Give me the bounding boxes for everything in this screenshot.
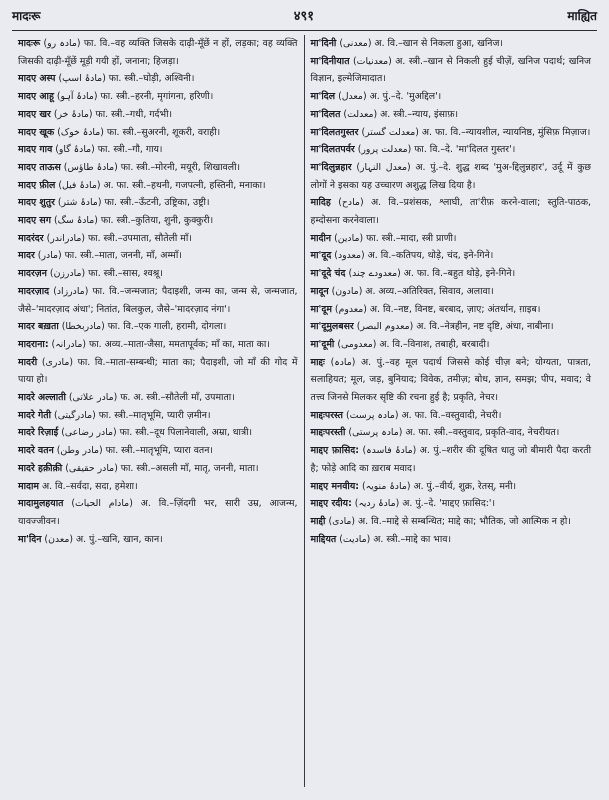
headword: मादरज़न xyxy=(18,268,47,280)
dictionary-entry xyxy=(18,478,298,496)
dictionary-entry xyxy=(18,389,298,407)
headword: माद्दियत xyxy=(310,533,337,545)
right-column xyxy=(305,35,598,787)
headword: मादरे वतन xyxy=(18,445,54,457)
headword: मा'दूद xyxy=(310,250,332,262)
left-column xyxy=(12,35,305,787)
page-header xyxy=(12,6,597,28)
right-guide-word: माह्यित xyxy=(567,9,597,23)
entry-definition: (مادراندر) फा. स्त्री.–उपमाता, सौतेली माँ। xyxy=(46,232,192,244)
entry-definition: (مادہ پرستی) अ. फा. स्त्री.–वस्तुवाद, प्रकृति-वाद, नेचरीयत। xyxy=(348,427,560,439)
entry-definition: (مادۂ طاؤس) फा. स्त्री.–मोरनी, मयूरी, शिखावली। xyxy=(63,161,241,173)
headword: मादाम xyxy=(18,480,39,492)
dictionary-entry xyxy=(311,442,592,477)
entry-definition: (مادین) फा. स्त्री.–मादा, स्त्री प्राणी। xyxy=(334,232,457,244)
headword: माद्दए रदीय: xyxy=(310,498,352,510)
dictionary-entry xyxy=(18,247,298,265)
dictionary-entry xyxy=(311,247,592,265)
entry-definition: (معدود) अ. वि.–कतिपय, थोड़े, चंद, इने-गिने। xyxy=(334,250,494,262)
headword: मा'दिल xyxy=(310,91,336,103)
dictionary-entry xyxy=(18,424,298,442)
dictionary-entry xyxy=(18,531,298,549)
headword: मादामुलहयात xyxy=(18,498,64,510)
headword: माद्दी xyxy=(310,515,326,527)
entry-definition: (مادر حقیقی) फा. स्त्री.–असली माँ, मातृ, जननी, माता। xyxy=(65,462,259,474)
entry-definition: (مادری) फा. वि.–माता-सम्बन्धी; माता का; पैदाइशी, जो माँ की गोद में पाया हो। xyxy=(18,356,298,386)
entry-definition: (مادۂ سگ) फा. स्त्री.–कुतिया, शुनी, कुक्कुरी। xyxy=(53,215,214,227)
dictionary-entry xyxy=(18,265,298,283)
headword: माद्दः xyxy=(310,356,325,368)
dictionary-entry xyxy=(18,159,298,177)
entry-definition: (مادۂ گاو) फा. स्त्री.–गौ, गाय। xyxy=(55,144,163,156)
dictionary-entry xyxy=(311,478,592,496)
entry-definition: (مادون) अ. अव्य.–अतिरिक्त, सिवाव, अलावा। xyxy=(331,285,494,297)
dictionary-entry xyxy=(311,513,592,531)
dictionary-entry xyxy=(311,106,592,124)
entry-definition: अ. वि.–सर्वदा, सदा, हमेशा। xyxy=(41,480,138,492)
entry-definition: (مادیت) अ. स्त्री.–माद्दे का भाव। xyxy=(339,533,451,545)
entry-definition: (مادہ) अ. पुं.–वह मूल पदार्थ जिससे कोई चीज़ बने; योग्यता, पात्रता, सलाहियत; मूल, जड़, बुनियाद; विवेक, तमीज़; बोध, ज्ञान, समझ; पीप, मवाद; वे तत्त्व जिनसे मिलकर सृष्टि की रचना हुई है; प्रकृति, नेचर। xyxy=(310,356,591,404)
entry-definition: (مادۂ خر) फा. स्त्री.–गधी, गर्दभी। xyxy=(53,108,173,120)
dictionary-entry xyxy=(18,230,298,248)
dictionary-entry xyxy=(311,354,592,407)
entry-definition: (معدلت پرور) फा. वि.–दे. 'मा'दिलत गुस्तर'। xyxy=(357,144,516,156)
entry-definition: (مادر) फा. स्त्री.–माता, जननी, माँ, अम्माँ। xyxy=(37,250,182,262)
headword: मा'दिलतपर्वर xyxy=(310,144,355,156)
dictionary-entry xyxy=(311,407,592,425)
entry-definition: (مادرانہ) फा. अव्य.–माता-जैसा, ममतापूर्वक; माँ का, माता का। xyxy=(51,338,270,350)
headword: मा'दिन xyxy=(18,533,42,545)
entry-definition: (مادر علاتی) फ. अ. स्त्री.–सौतेली माँ, उपमाता। xyxy=(68,392,235,404)
entry-definition: (معدلت) अ. स्त्री.–न्याय, इंसाफ़। xyxy=(343,108,459,120)
headword: मादए अस्प xyxy=(18,73,56,85)
entry-definition: (مادۂ اسپ) फा. स्त्री.–घोड़ी, अश्विनी। xyxy=(58,73,195,85)
entry-definition: (مادی) अ. वि.–माद्दे से सम्बन्धित; माद्दे का; भौतिक, जो आत्मिक न हो। xyxy=(328,515,571,527)
entry-definition: (معدنیات) अ. स्त्री.–खान से निकली हुई चीज़ें, खनिज पदार्थ; खनिज विज्ञान, इल्मेजिमादात। xyxy=(310,55,591,85)
headword: मादर xyxy=(18,250,35,262)
dictionary-entry xyxy=(18,318,298,336)
dictionary-entry xyxy=(311,318,592,336)
dictionary-entry xyxy=(18,177,298,195)
headword: मादरज़ाद xyxy=(18,285,50,297)
dictionary-entry xyxy=(311,301,592,319)
entry-definition: (معدل النہار) अ. पुं.–दे. शुद्ध शब्द 'मुअ-द्दिलुन्नहार', उर्दू में कुछ लोगों ने इसका यह उच्चारण अशुद्ध लिख दिया है। xyxy=(310,161,591,191)
headword: माद्दःपरस्त xyxy=(310,409,344,421)
headword: माद्दःपरस्ती xyxy=(310,427,346,439)
headword: मा'दिनीयात xyxy=(310,55,350,67)
entry-definition: (معدل) अ. पुं.–दे. 'मुअद्दिल'। xyxy=(338,91,442,103)
dictionary-entry xyxy=(18,106,298,124)
dictionary-entry xyxy=(311,88,592,106)
headword: मादरे गेती xyxy=(18,409,52,421)
dictionary-entry xyxy=(311,230,592,248)
entry-definition: (مادۂ شتر) फा. स्त्री.–ऊँटनी, उष्ट्रिका, उष्ट्री। xyxy=(57,197,210,209)
dictionary-entry xyxy=(311,336,592,354)
dictionary-entry xyxy=(18,460,298,478)
dictionary-entry xyxy=(311,194,592,229)
headword: मादरंदर xyxy=(18,232,44,244)
entry-definition: (مادرزاد) फा. वि.–जन्मजात; पैदाइशी, जन्म का, जन्म से, जन्मजात, जैसे–'मादरज़ाद अंधा'; नितांत, बिलकुल, जैसे–'मादरज़ाद नंगा'। xyxy=(18,285,298,315)
dictionary-entry xyxy=(311,159,592,194)
dictionary-entry xyxy=(18,194,298,212)
headword: मा'दिलत xyxy=(310,108,341,120)
page-number: ४९१ xyxy=(293,9,314,24)
headword: मादरे रिज़ाई xyxy=(18,427,59,439)
entry-definition: (معدنی) अ. वि.–खान से निकला हुआ, खनिज। xyxy=(339,38,503,49)
headword: मादए ताऊस xyxy=(18,161,61,173)
entry-definition: (معدوم البصر) अ. वि.–नेत्रहीन, नष्ट दृष्टि, अंधा, नाबीना। xyxy=(356,321,554,333)
entry-definition: (مادر وطن) फा. स्त्री.–मातृभूमि, प्यारा वतन। xyxy=(56,445,213,457)
headword: मादिह xyxy=(310,197,331,209)
dictionary-entry xyxy=(18,354,298,389)
dictionary-entry xyxy=(311,265,592,283)
dictionary-entry xyxy=(311,53,592,88)
dictionary-entry xyxy=(18,407,298,425)
header-rule xyxy=(12,30,597,31)
entry-definition: (معدن) अ. पुं.–खनि, खान, कान। xyxy=(44,533,163,545)
entry-definition: (مادۂ ردیہ) अ. पुं.–दे. 'माद्दए फ़ासिद:'। xyxy=(354,498,496,510)
headword: मादरे हक़ीक़ी xyxy=(18,462,63,474)
headword: मा'दूमुलबसर xyxy=(310,321,354,333)
dictionary-entry xyxy=(311,35,592,53)
headword: मादर बख़ता xyxy=(18,321,59,333)
dictionary-entry xyxy=(311,141,592,159)
headword: मा'दिलतगुस्तर xyxy=(310,126,359,138)
entry-definition: (مادربخطا) फा. वि.–एक गाली, हरामी, दोगला। xyxy=(61,321,227,333)
headword: मादए सग xyxy=(18,215,51,227)
entry-definition: (معدوم) अ. वि.–नष्ट, विनष्ट, बरबाद, ज़ाए; अंतर्धान, ग़ाइब। xyxy=(334,303,541,315)
dictionary-entry xyxy=(311,283,592,301)
dictionary-entry xyxy=(18,141,298,159)
entry-definition: (معدلت گستر) अ. फा. वि.–न्यायशील, न्यायनिष्ठ, मुंसिफ़ मिज़ाज। xyxy=(361,126,591,138)
entry-definition: (مادہ رو) फा. वि.–वह व्यक्ति जिसके दाढ़ी-मूँछें न हों, लड़का; वह व्यक्ति जिसकी दाढ़ी-मूँछें मूड़ी गयी हों, जनाना; हिजड़ा। xyxy=(18,38,298,67)
dictionary-entry xyxy=(311,424,592,442)
entry-definition: (مادح) अ. वि.–प्रशंसक, श्लाघी, ता'रीफ़ करने-वाला; स्तुति-पाठक, हम्दोसना करनेवाला। xyxy=(310,197,591,227)
headword: मा'दूमी xyxy=(310,338,335,350)
entry-definition: (مادرزن) फा. स्त्री.–सास, श्वश्रू। xyxy=(49,268,163,280)
dictionary-entry xyxy=(311,124,592,142)
headword: मादए गाव xyxy=(18,144,53,156)
entry-definition: (مادام الحیات) अ. वि.–ज़िंदगी भर, सारी उम्र, आजन्म, यावज्जीवन। xyxy=(18,498,298,527)
entry-definition: (مادۂ خوک) फा. स्त्री.–सुअरनी, शूकरी, वराही। xyxy=(57,126,221,138)
headword: मादए खर xyxy=(18,108,51,120)
dictionary-entry xyxy=(18,495,298,530)
headword: मा'दिनी xyxy=(310,38,337,49)
left-guide-word: मादःरू xyxy=(12,9,41,23)
headword: मादीन xyxy=(310,232,332,244)
headword: माद्दए फ़ासिद: xyxy=(310,445,360,457)
headword: मादःरू xyxy=(18,38,41,49)
dictionary-entry xyxy=(18,124,298,142)
dictionary-entry xyxy=(18,336,298,354)
entry-definition: (مادہ پرست) अ. फा. वि.–वस्तुवादी, नेचरी। xyxy=(346,409,502,421)
dictionary-entry xyxy=(311,495,592,513)
dictionary-entry xyxy=(18,442,298,460)
headword: माद्दए मनवीय: xyxy=(310,480,359,492)
entry-definition: (مادۂ آہو) फा. स्त्री.–हरनी, मृगांगना, हरिणी। xyxy=(56,91,214,103)
dictionary-entry xyxy=(18,283,298,318)
headword: मादराना: xyxy=(18,338,49,350)
headword: मा'दूदे चंद xyxy=(310,268,346,280)
headword: मादए आहू xyxy=(18,91,54,103)
dictionary-entry xyxy=(18,212,298,230)
dictionary-entry xyxy=(18,88,298,106)
entry-definition: (مادۂ منویہ) अ. पुं.–वीर्य, शुक्र, रेतस्, मनी। xyxy=(361,480,517,492)
entry-definition: (مادرگیتی) फा. स्त्री.–मातृभूमि, प्यारी ज़मीन। xyxy=(54,409,211,421)
headword: मा'दूम xyxy=(310,303,332,315)
dictionary-entry xyxy=(18,35,298,70)
headword: मादए खूक xyxy=(18,126,55,138)
dictionary-entry xyxy=(18,70,298,88)
headword: मादरी xyxy=(18,356,38,368)
headword: मादए शुतुर xyxy=(18,197,55,209)
entry-definition: (مادر رضاعی) फा. स्त्री.–दूध पिलानेवाली, अम्रा, धात्री। xyxy=(61,427,253,439)
entry-definition: (مادۂ فیل) अ. फा. स्त्री.–हथनी, गजपत्नी, हस्तिनी, मनाका। xyxy=(58,179,266,191)
headword: मादून xyxy=(310,285,329,297)
entry-definition: (مادۂ فاسدہ) अ. पुं.–शरीर की दूषित धातु जो बीमारी पैदा करती है; फोड़े आदि का ख़राब मवाद। xyxy=(310,445,591,474)
headword: मादए फ़ील xyxy=(18,179,56,191)
entry-definition: (معدومی) अ. वि.–विनाश, तबाही, बरबादी। xyxy=(337,338,490,350)
headword: मा'दिलुन्नहार xyxy=(310,161,352,173)
dictionary-entry xyxy=(311,531,592,549)
columns xyxy=(12,35,597,787)
entry-definition: (معدودے چند) अ. फा. वि.–बहुत थोड़े, इने-गिने। xyxy=(348,268,516,280)
headword: मादरे अल्लाती xyxy=(18,392,66,404)
